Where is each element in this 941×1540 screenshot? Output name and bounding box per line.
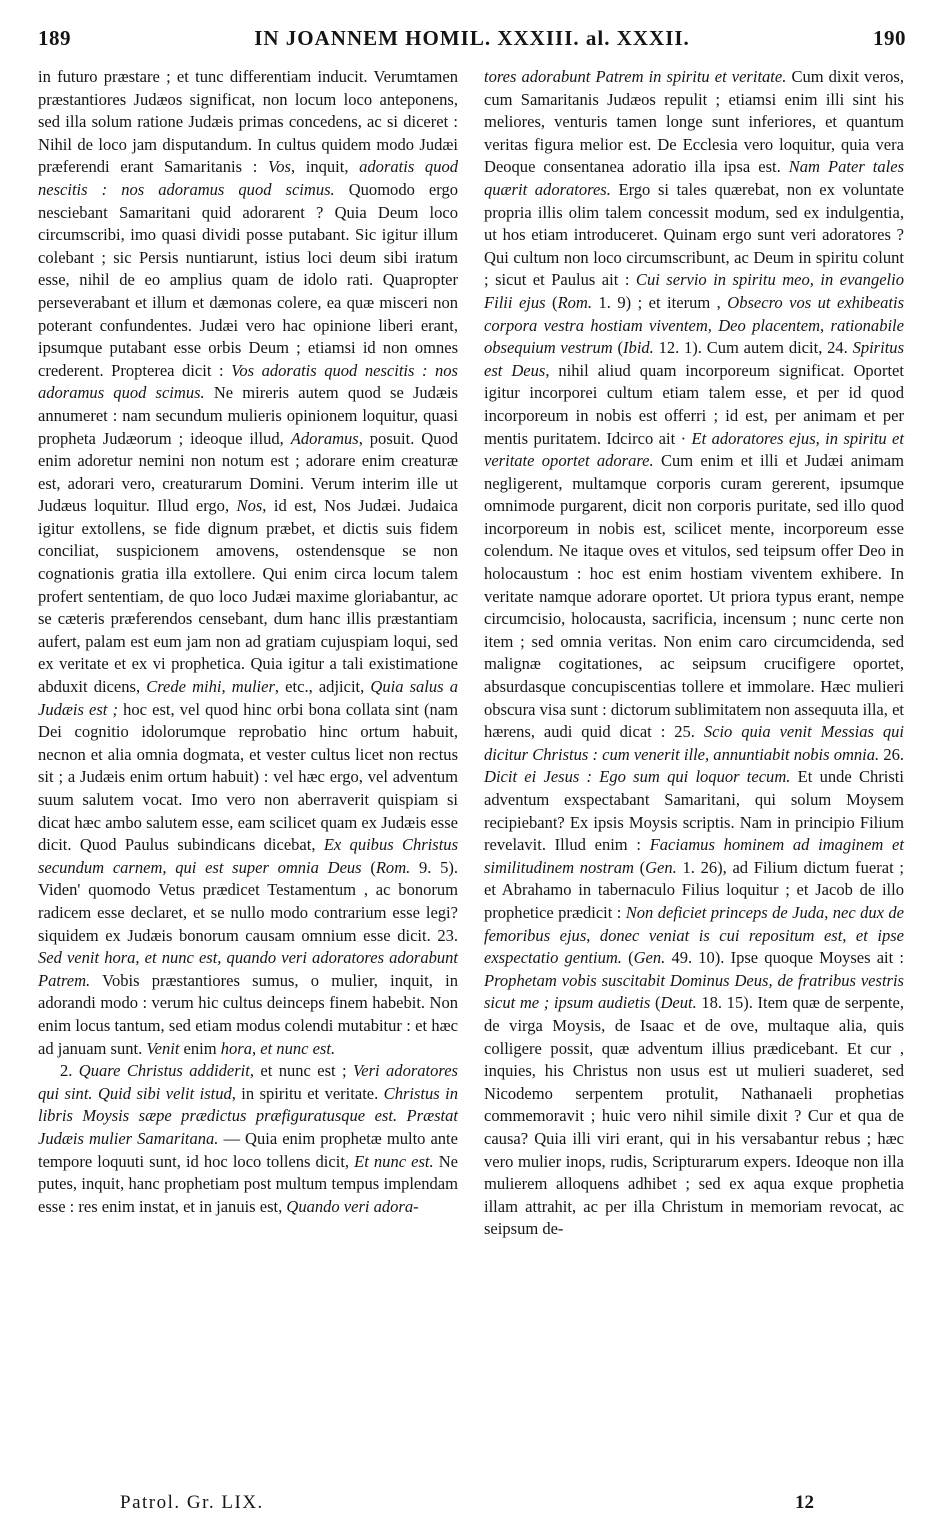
left-column — [38, 66, 458, 1218]
left-page-number: 189 — [38, 26, 71, 50]
page-header — [38, 26, 906, 60]
text-paragraph: 2. Quare Christus addiderit, et nunc est ; Veri adoratores qui sint. Quid sibi velit istud, in spiritu et veritate. Christus in libris Moysis sæpe prædictus præfiguratusque est. Præstat Judæis mulier Samaritana. — Quia enim prophetæ multo ante tempore loquuti sunt, id hoc loco tollens dicit, Et nunc est. Ne putes, inquit, hanc prophetiam post multum tempus implendam esse : res enim instat, et in januis est, Quando veri adora- — [38, 1061, 458, 1216]
page-footer — [38, 1492, 906, 1522]
right-page-number: 190 — [873, 26, 906, 50]
volume-signature: Patrol. Gr. LIX. — [120, 1492, 264, 1513]
running-title: IN JOANNEM HOMIL. XXXIII. al. XXXII. — [254, 26, 690, 50]
right-column — [484, 66, 904, 1241]
text-paragraph: tores adorabunt Patrem in spiritu et veritate. Cum dixit veros, cum Samaritanis Judæos repulit ; etiamsi enim illi sint his meliores, venturis tamen longe sunt inferiores, et quantum veritas figura melior est. De Ecclesia vero loquitur, quia vera Deoque consentanea adoratio illa ipsa est. Nam Pater tales quærit adoratores. Ergo si tales quærebat, non ex voluntate propria illis olim talem concessit modum, sed ex indulgentia, ut hos etiam introduceret. Quinam ergo sunt veri adoratores ? Qui cultum non loco circumscribunt, ac Deum in spiritu colunt ; sicut et Paulus ait : Cui servio in spiritu meo, in evangelio Filii ejus (Rom. 1. 9) ; et iterum , Obsecro vos ut exhibeatis corpora vestra hostiam viventem, Deo placentem, rationabile obsequium vestrum (Ibid. 12. 1). Cum autem dicit, 24. Spiritus est Deus, nihil aliud quam incorporeum significat. Oportet igitur incorporei cultum etiam talem esse, et per id quod incorporeum in nobis est offerri ; id est, per animam et per mentis puritatem. Idcirco ait · Et adoratores ejus, in spiritu et veritate oportet adorare. Cum enim et illi et Judæi animam negligerent, multamque corporis curam gererent, ipsumque omnimode purgarent, dicit non corporis puritate, sed illo quod incorporeum in nobis est, scilicet mente, incorporeum esse colendum. Ne itaque oves et vitulos, sed teipsum offer Deo in holocaustum : hoc est enim hostiam viventem exhibere. In veritate namque adorare oportet. Ut priora typus erant, nempe circumcisio, holocausta, sacrificia, incensum ; nunc certe non item ; sed omnia veritas. Non enim caro circumcidenda, sed malignæ cogitationes, ac seipsum crucifigere oportet, absurdasque concupiscentias tollere et immolare. Hæc mulieri obscura visa sunt : dictorum sublimitatem non assequuta illa, et hærens, audi quid dicat : 25. Scio quia venit Messias qui dicitur Christus : cum venerit ille, annuntiabit nobis omnia. 26. Dicit ei Jesus : Ego sum qui loquor tecum. Et unde Christi adventum exspectabant Samaritani, qui solum Moysem recipiebant? Ex ipsis Moysis scriptis. Nam in principio Filium revelavit. Illud enim : Faciamus hominem ad imaginem et similitudinem nostram (Gen. 1. 26), ad Filium dictum fuerat ; et Abrahamo in tabernaculo Filius loquitur ; et Jacob de illo prophetice prædicit : Non deficiet princeps de Juda, nec dux de femoribus ejus, donec veniat is cui repositum est, et ipse exspectatio gentium. (Gen. 49. 10). Ipse quoque Moyses ait : Prophetam vobis suscitabit Dominus Deus, de fratribus vestris sicut me ; ipsum audietis (Deut. 18. 15). Item quæ de serpente, de virga Moysis, de Isaac et de ove, multaque alia, quis colligere possit, quæ adventum illius prædicebant. Et cur , inquies, his Christus non usus est ut mulieri suaderet, sed Nicodemo serpentem protulit, Nathanaeli prophetias commemoravit ; huic vero nihil simile dixit ? Cur et qua de causa? Quia illi viri erant, qui in his versabantur rebus ; hæc vero mulier inops, rudis, Scripturarum expers. Ideoque non illa mulierem alloquens adhibet ; sed ex aqua exque prophetia illam attrahit, ac per illa Christum in memoriam revocat, ac seipsum de- — [484, 67, 905, 1239]
text-paragraph: in futuro præstare ; et tunc differentiam inducit. Verumtamen præstantiores Judæos significat, non locum loco anteponens, sed illa solum ratione Judæis primas concedens, ac si diceret : Nihil de loco jam disputandum. In cultus quidem modo Judæi præferendi erant Samaritanis : Vos, inquit, adoratis quod nescitis : nos adoramus quod scimus. Quomodo ergo nesciebant Samaritani quid adorarent ? Quia Deum loco circumscribi, imo quasi dividi posse putabant. Sic igitur illum colebant ; sic Persis nuntiarunt, istius loci deum sibi iratum esse, nihil de eo amplius quam de idolo rati. Quapropter perseverabant et illum et dæmonas colere, ea quæ misceri non poterant confundentes. Judæi vero hac opinione liberi erant, ipsumque putabant esse orbis Deum ; etiamsi id non omnes crederent. Propterea dicit : Vos adoratis quod nescitis : nos adoramus quod scimus. Ne mireris autem quod se Judæis annumeret : nam secundum mulieris opinionem loquitur, quasi propheta Judæorum ; ideoque illud, Adoramus, posuit. Quod enim adoretur nemini non notum est ; adorare enim creaturæ est, adorari vero, creaturarum Domini. Verum interim ille ut Judæus loquitur. Illud ergo, Nos, id est, Nos Judæi. Judaica igitur extollens, se fide dignum præbet, et dictis suis fidem conciliat, suspicionem amovens, ostendensque se non cognationis gratia illa extollere. Qui enim circa locum talem profert sententiam, de quo loco Judæi maxime gloriabantur, ac se cæteris præferendos censebant, dum hanc illis præstantiam aufert, palam est eum jam non ad gratiam cujuspiam loqui, sed ex veritate et ex vi prophetica. Quia igitur a tali existimatione abduxit dicens, Crede mihi, mulier, etc., adjicit, Quia salus a Judæis est ; hoc est, vel quod hinc orbi bona collata sint (nam Dei cognitio idolorumque reprobatio hinc ortum habuit, necnon et alia omnia dogmata, et vester cultus licet non rectus sit ; a Judæis enim ortum habuit) : vel hæc ergo, vel adventum suum salutem vocat. Imo vero non aberraverit quispiam si dicat hæc ambo salutem esse, eam scilicet quam ex Judæis esse dicit. Quod Paulus subindicans dicebat, Ex quibus Christus secundum carnem, qui est super omnia Deus (Rom. 9. 5). Viden' quomodo Vetus prædicet Testamentum , ac bonorum radicem esse declaret, et se nullo modo contrarium esse legi? siquidem ex Judæis bonorum causam omnium esse dicit. 23. Sed venit hora, et nunc est, quando veri adoratores adorabunt Patrem. Vobis præstantiores sumus, o mulier, inquit, in adorandi modo : verum hic cultus deinceps finem habebit. Non enim locus tantum, sed etiam modus colendi mutabitur : et hæc ad januam sunt. Venit enim hora, et nunc est. — [38, 67, 459, 1058]
sheet-number: 12 — [795, 1492, 814, 1513]
